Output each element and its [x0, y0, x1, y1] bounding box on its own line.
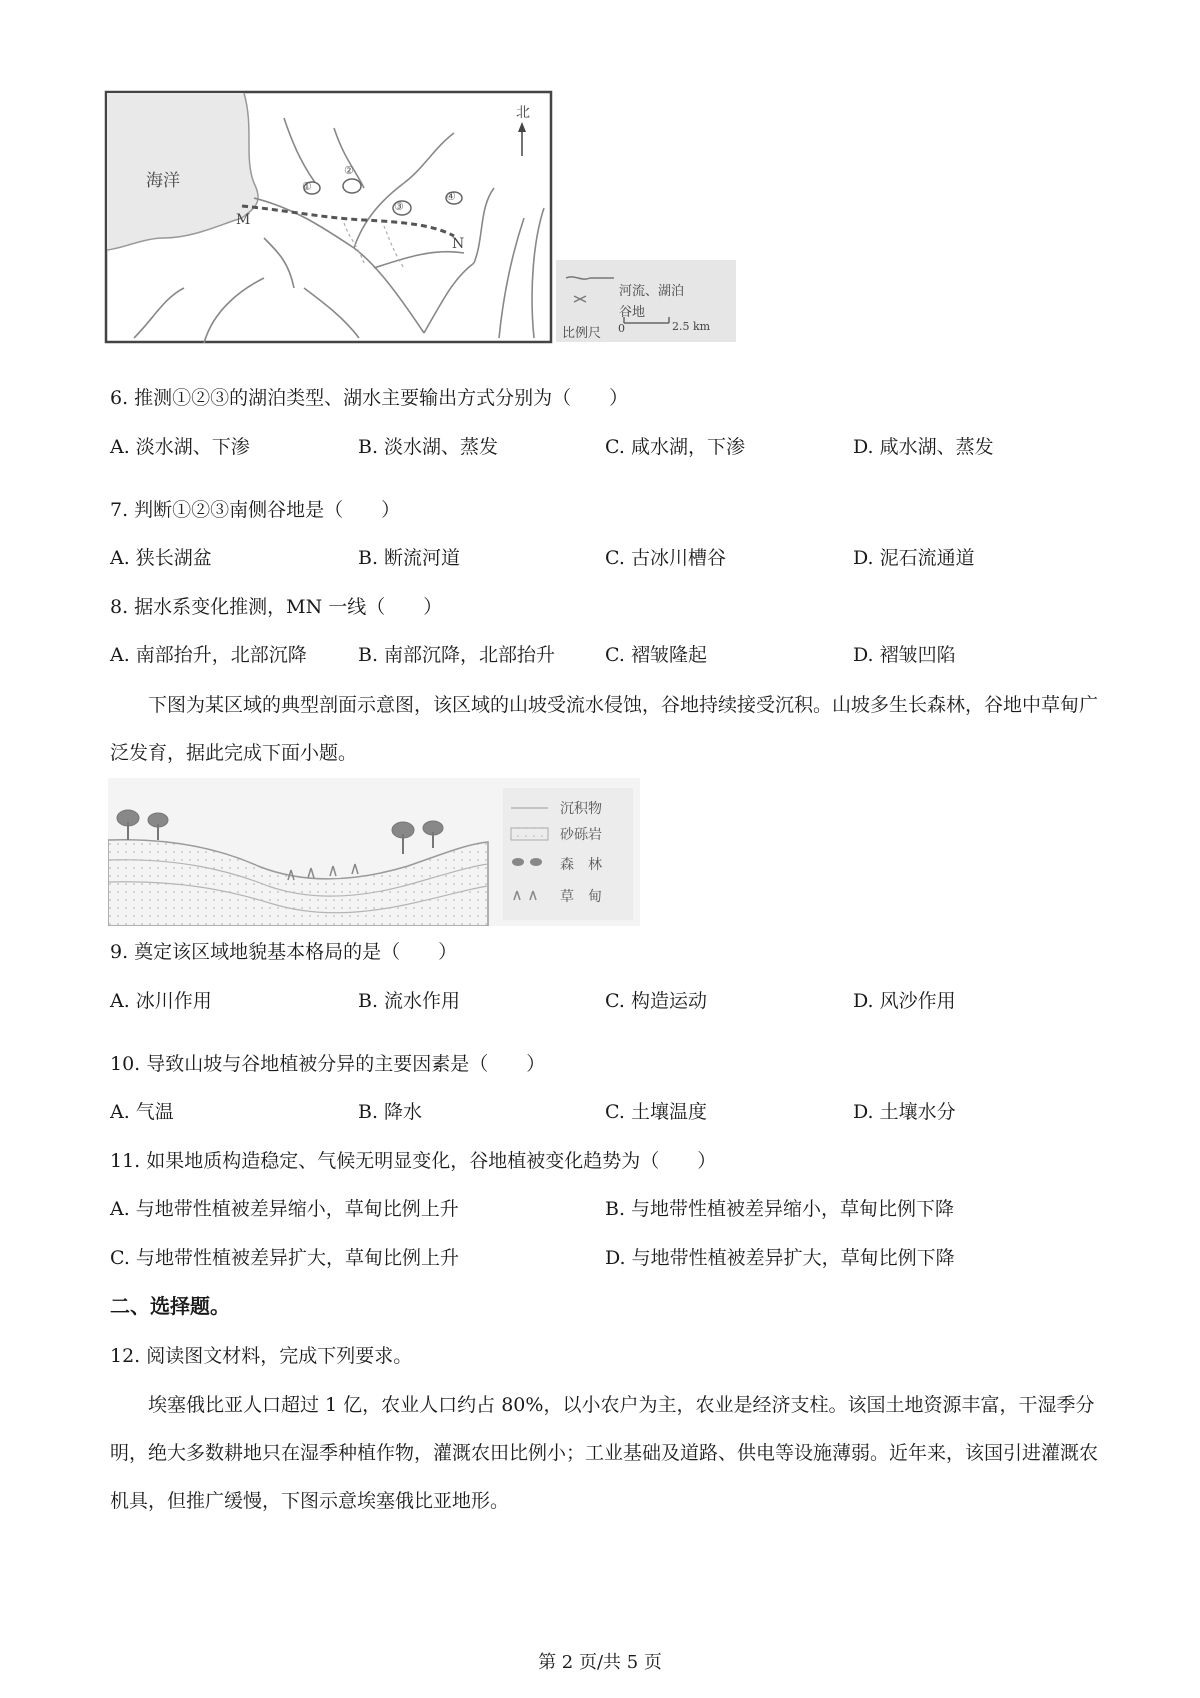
question-8-stem: 8. 据水系变化推测，MN 一线（ ） [110, 596, 443, 618]
north-label: 北 [516, 105, 530, 121]
page-footer: 第 2 页/共 5 页 [538, 1652, 662, 1673]
question-8-option-a: A. 南部抬升，北部沉降 [110, 644, 307, 666]
legend-valley-label: 谷地 [619, 305, 646, 320]
question-10-option-b: B. 降水 [358, 1101, 423, 1123]
lake-mark-3: ③ [394, 200, 404, 213]
question-9-option-a: A. 冰川作用 [110, 990, 212, 1012]
question-10-option-a: A. 气温 [110, 1101, 174, 1123]
legend-scale-start: 0 [618, 322, 625, 335]
legend-scale-end: 2.5 km [672, 320, 711, 333]
legend-sandstone-symbol [511, 828, 548, 840]
profile-figure [108, 778, 640, 926]
question-11-stem: 11. 如果地质构造稳定、气候无明显变化，谷地植被变化趋势为（ ） [110, 1150, 717, 1172]
legend-sediment-label: 沉积物 [560, 801, 602, 817]
question-10-option-d: D. 土壤水分 [853, 1101, 956, 1123]
question-6-option-b: B. 淡水湖、蒸发 [358, 436, 499, 458]
question-11-option-b: B. 与地带性植被差异缩小，草甸比例下降 [605, 1198, 955, 1220]
question-7-option-b: B. 断流河道 [358, 547, 461, 569]
legend-scale-label: 比例尺 [562, 326, 602, 341]
lake-mark-2: ② [344, 164, 354, 177]
question-6-stem: 6. 推测①②③的湖泊类型、湖水主要输出方式分别为（ ） [110, 387, 629, 409]
legend-river-lake-label: 河流、湖泊 [619, 284, 685, 299]
question-7-option-d: D. 泥石流通道 [853, 547, 975, 569]
question-9-option-c: C. 构造运动 [605, 990, 707, 1012]
question-6-option-d: D. 咸水湖、蒸发 [853, 436, 994, 458]
question-11-option-d: D. 与地带性植被差异扩大，草甸比例下降 [605, 1247, 955, 1269]
question-6-option-c: C. 咸水湖，下渗 [605, 436, 745, 458]
question-6-option-a: A. 淡水湖、下渗 [110, 436, 250, 458]
section-2-title: 二、选择题。 [110, 1294, 230, 1318]
lake-mark-4: ④ [446, 190, 456, 203]
legend-meadow-label: 草 甸 [560, 889, 602, 905]
profile-intro-paragraph: 下图为某区域的典型剖面示意图，该区域的山坡受流水侵蚀，谷地持续接受沉积。山坡多生长森林，谷地中草甸广泛发育，据此完成下面小题。 [110, 694, 1099, 764]
question-12-material: 埃塞俄比亚人口超过 1 亿，农业人口约占 80%，以小农户为主，农业是经济支柱。该国土地资源丰富，干湿季分明，绝大多数耕地只在湿季种植作物，灌溉农田比例小；工业基础及道路、供电等设施薄弱。近年来，该国引进灌溉农机具，但推广缓慢，下图示意埃塞俄比亚地形。 [110, 1394, 1099, 1512]
river-map-svg [104, 88, 804, 350]
question-9-option-b: B. 流水作用 [358, 990, 461, 1012]
legend-forest-label: 森 林 [560, 857, 602, 873]
question-9-option-d: D. 风沙作用 [853, 990, 956, 1012]
question-8-option-c: C. 褶皱隆起 [605, 644, 707, 666]
river-map-figure [104, 88, 804, 350]
lake-mark-1: ① [302, 180, 312, 193]
question-11-option-c: C. 与地带性植被差异扩大，草甸比例上升 [110, 1247, 459, 1269]
question-11-option-a: A. 与地带性植被差异缩小，草甸比例上升 [110, 1198, 459, 1220]
question-10-option-c: C. 土壤温度 [605, 1101, 707, 1123]
point-n-label: N [452, 236, 465, 252]
question-8-option-b: B. 南部沉降，北部抬升 [358, 644, 556, 666]
question-12-stem: 12. 阅读图文材料，完成下列要求。 [110, 1345, 413, 1367]
point-m-label: M [236, 212, 251, 228]
question-10-stem: 10. 导致山坡与谷地植被分异的主要因素是（ ） [110, 1053, 546, 1075]
ocean-label: 海洋 [146, 171, 180, 191]
question-8-option-d: D. 褶皱凹陷 [853, 644, 956, 666]
question-7-stem: 7. 判断①②③南侧谷地是（ ） [110, 499, 401, 521]
question-7-option-a: A. 狭长湖盆 [110, 547, 212, 569]
legend-sandstone-label: 砂砾岩 [560, 827, 602, 843]
question-9-stem: 9. 奠定该区域地貌基本格局的是（ ） [110, 941, 458, 963]
question-7-option-c: C. 古冰川槽谷 [605, 547, 726, 569]
